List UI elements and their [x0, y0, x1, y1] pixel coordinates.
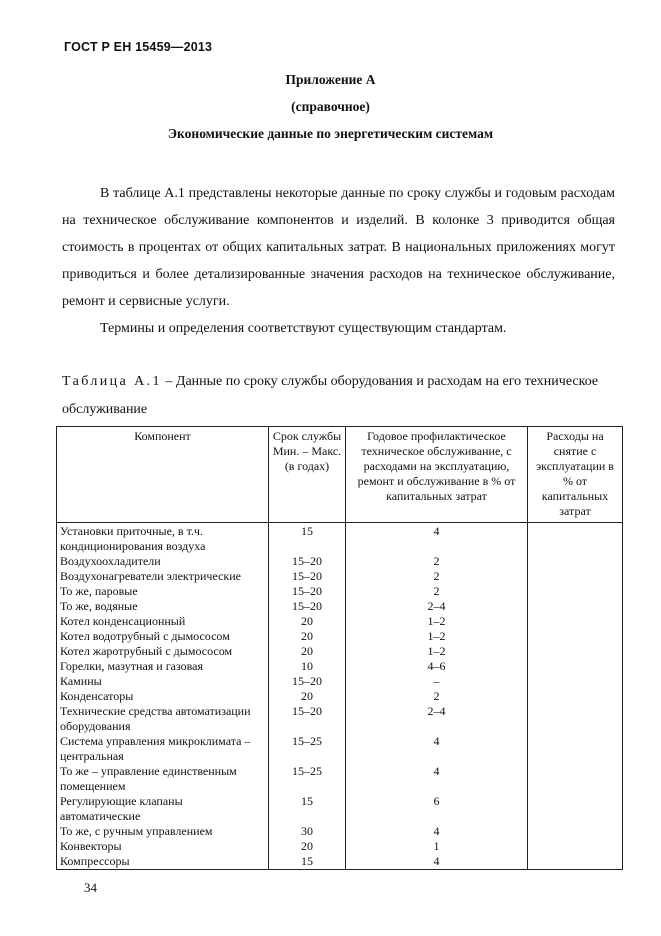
intro-paragraph: В таблице А.1 представлены некоторые данные по сроку службы и годовым расходам на техническое обслуживание компонентов и изделий. В колонке 3 приводится общая стоимость в процентах от общих капитальных затрат. В национальных приложениях могут приводиться и более детализированные значения расходов на техническое обслуживание, ремонт и сервисные услуги. — [62, 186, 615, 309]
decommission-cell — [528, 764, 623, 794]
component-cell: Конвекторы — [57, 839, 269, 854]
component-cell: Технические средства автоматизации оборудования — [57, 704, 269, 734]
decommission-cell — [528, 659, 623, 674]
table-row — [57, 689, 623, 704]
decommission-cell — [528, 839, 623, 854]
component-cell: То же – управление единственным помещением — [57, 764, 269, 794]
table-row — [57, 523, 623, 555]
decommission-cell — [528, 569, 623, 584]
table-caption-text: – Данные по сроку службы оборудования и расходам на его техническое обслуживание — [62, 374, 599, 417]
page-number: 34 — [84, 880, 97, 895]
table-body — [57, 523, 623, 870]
table-row — [57, 554, 623, 569]
service-life-cell: 20 — [269, 614, 346, 629]
maintenance-cell: 1–2 — [346, 614, 528, 629]
decommission-cell — [528, 794, 623, 824]
appendix-subtitle: (справочное) — [291, 99, 370, 114]
service-life-cell: 15–20 — [269, 704, 346, 734]
table-row — [57, 569, 623, 584]
maintenance-cell: 4 — [346, 824, 528, 839]
maintenance-cell: 2–4 — [346, 599, 528, 614]
column-header-component: Компонент — [57, 427, 269, 523]
maintenance-cell: 4 — [346, 764, 528, 794]
maintenance-cell: 1 — [346, 839, 528, 854]
table-row — [57, 839, 623, 854]
maintenance-cell: 4 — [346, 523, 528, 555]
column-header-service-life: Срок службы Мин. – Макс. (в годах) — [269, 427, 346, 523]
component-cell: То же, паровые — [57, 584, 269, 599]
service-life-cell: 10 — [269, 659, 346, 674]
component-cell: Компрессоры — [57, 854, 269, 870]
appendix-title: Приложение А — [285, 72, 376, 87]
table-row — [57, 614, 623, 629]
component-cell: Воздухонагреватели электрические — [57, 569, 269, 584]
table-row — [57, 629, 623, 644]
table-row — [57, 854, 623, 870]
table-row — [57, 764, 623, 794]
maintenance-cell: 2–4 — [346, 704, 528, 734]
service-life-cell: 15 — [269, 523, 346, 555]
table-row — [57, 584, 623, 599]
table-row — [57, 794, 623, 824]
table-caption-label: Таблица А.1 — [62, 374, 162, 389]
component-cell: Воздухоохладители — [57, 554, 269, 569]
maintenance-cell: 1–2 — [346, 644, 528, 659]
appendix-heading: Экономические данные по энергетическим системам — [167, 126, 494, 141]
maintenance-cell: 6 — [346, 794, 528, 824]
service-life-cell: 20 — [269, 689, 346, 704]
maintenance-cell: 2 — [346, 554, 528, 569]
table-row — [57, 674, 623, 689]
decommission-cell — [528, 554, 623, 569]
table-row — [57, 659, 623, 674]
table-header-row — [57, 427, 623, 523]
service-life-cell: 15 — [269, 854, 346, 870]
service-life-cell: 15–25 — [269, 734, 346, 764]
table-row — [57, 644, 623, 659]
decommission-cell — [528, 704, 623, 734]
service-life-cell: 15–20 — [269, 569, 346, 584]
standard-designation: ГОСТ Р ЕН 15459—2013 — [64, 40, 213, 54]
column-header-decommission: Расходы на снятие с эксплуатации в % от капитальных затрат — [528, 427, 623, 523]
maintenance-cell: 2 — [346, 689, 528, 704]
maintenance-cell: – — [346, 674, 528, 689]
component-cell: Камины — [57, 674, 269, 689]
maintenance-cell: 4 — [346, 734, 528, 764]
service-life-cell: 30 — [269, 824, 346, 839]
service-life-cell: 15–20 — [269, 554, 346, 569]
component-cell: Котел конденсационный — [57, 614, 269, 629]
service-life-table — [56, 426, 623, 870]
table-row — [57, 704, 623, 734]
table-row — [57, 734, 623, 764]
decommission-cell — [528, 824, 623, 839]
maintenance-cell: 2 — [346, 584, 528, 599]
table-caption — [62, 368, 615, 424]
table-row — [57, 824, 623, 839]
service-life-cell: 20 — [269, 839, 346, 854]
component-cell: Котел жаротрубный с дымососом — [57, 644, 269, 659]
service-life-cell: 15–20 — [269, 674, 346, 689]
component-cell: Котел водотрубный с дымососом — [57, 629, 269, 644]
maintenance-cell: 2 — [346, 569, 528, 584]
table-row — [57, 599, 623, 614]
decommission-cell — [528, 854, 623, 870]
decommission-cell — [528, 689, 623, 704]
component-cell: Регулирующие клапаны автоматические — [57, 794, 269, 824]
decommission-cell — [528, 674, 623, 689]
decommission-cell — [528, 734, 623, 764]
maintenance-cell: 4–6 — [346, 659, 528, 674]
component-cell: Установки приточные, в т.ч. кондиционирования воздуха — [57, 523, 269, 555]
service-life-cell: 15–25 — [269, 764, 346, 794]
decommission-cell — [528, 584, 623, 599]
component-cell: Конденсаторы — [57, 689, 269, 704]
service-life-cell: 15–20 — [269, 584, 346, 599]
component-cell: Горелки, мазутная и газовая — [57, 659, 269, 674]
service-life-cell: 20 — [269, 644, 346, 659]
maintenance-cell: 4 — [346, 854, 528, 870]
service-life-cell: 15–20 — [269, 599, 346, 614]
component-cell: Система управления микроклимата – центральная — [57, 734, 269, 764]
decommission-cell — [528, 523, 623, 555]
component-cell: То же, с ручным управлением — [57, 824, 269, 839]
service-life-cell: 20 — [269, 629, 346, 644]
decommission-cell — [528, 599, 623, 614]
decommission-cell — [528, 629, 623, 644]
service-life-cell: 15 — [269, 794, 346, 824]
decommission-cell — [528, 614, 623, 629]
component-cell: То же, водяные — [57, 599, 269, 614]
maintenance-cell: 1–2 — [346, 629, 528, 644]
terms-paragraph: Термины и определения соответствуют существующим стандартам. — [100, 321, 507, 336]
column-header-maintenance: Годовое профилактическое техническое обслуживание, с расходами на эксплуатацию, ремонт и обслуживание в % от капитальных затрат — [346, 427, 528, 523]
decommission-cell — [528, 644, 623, 659]
